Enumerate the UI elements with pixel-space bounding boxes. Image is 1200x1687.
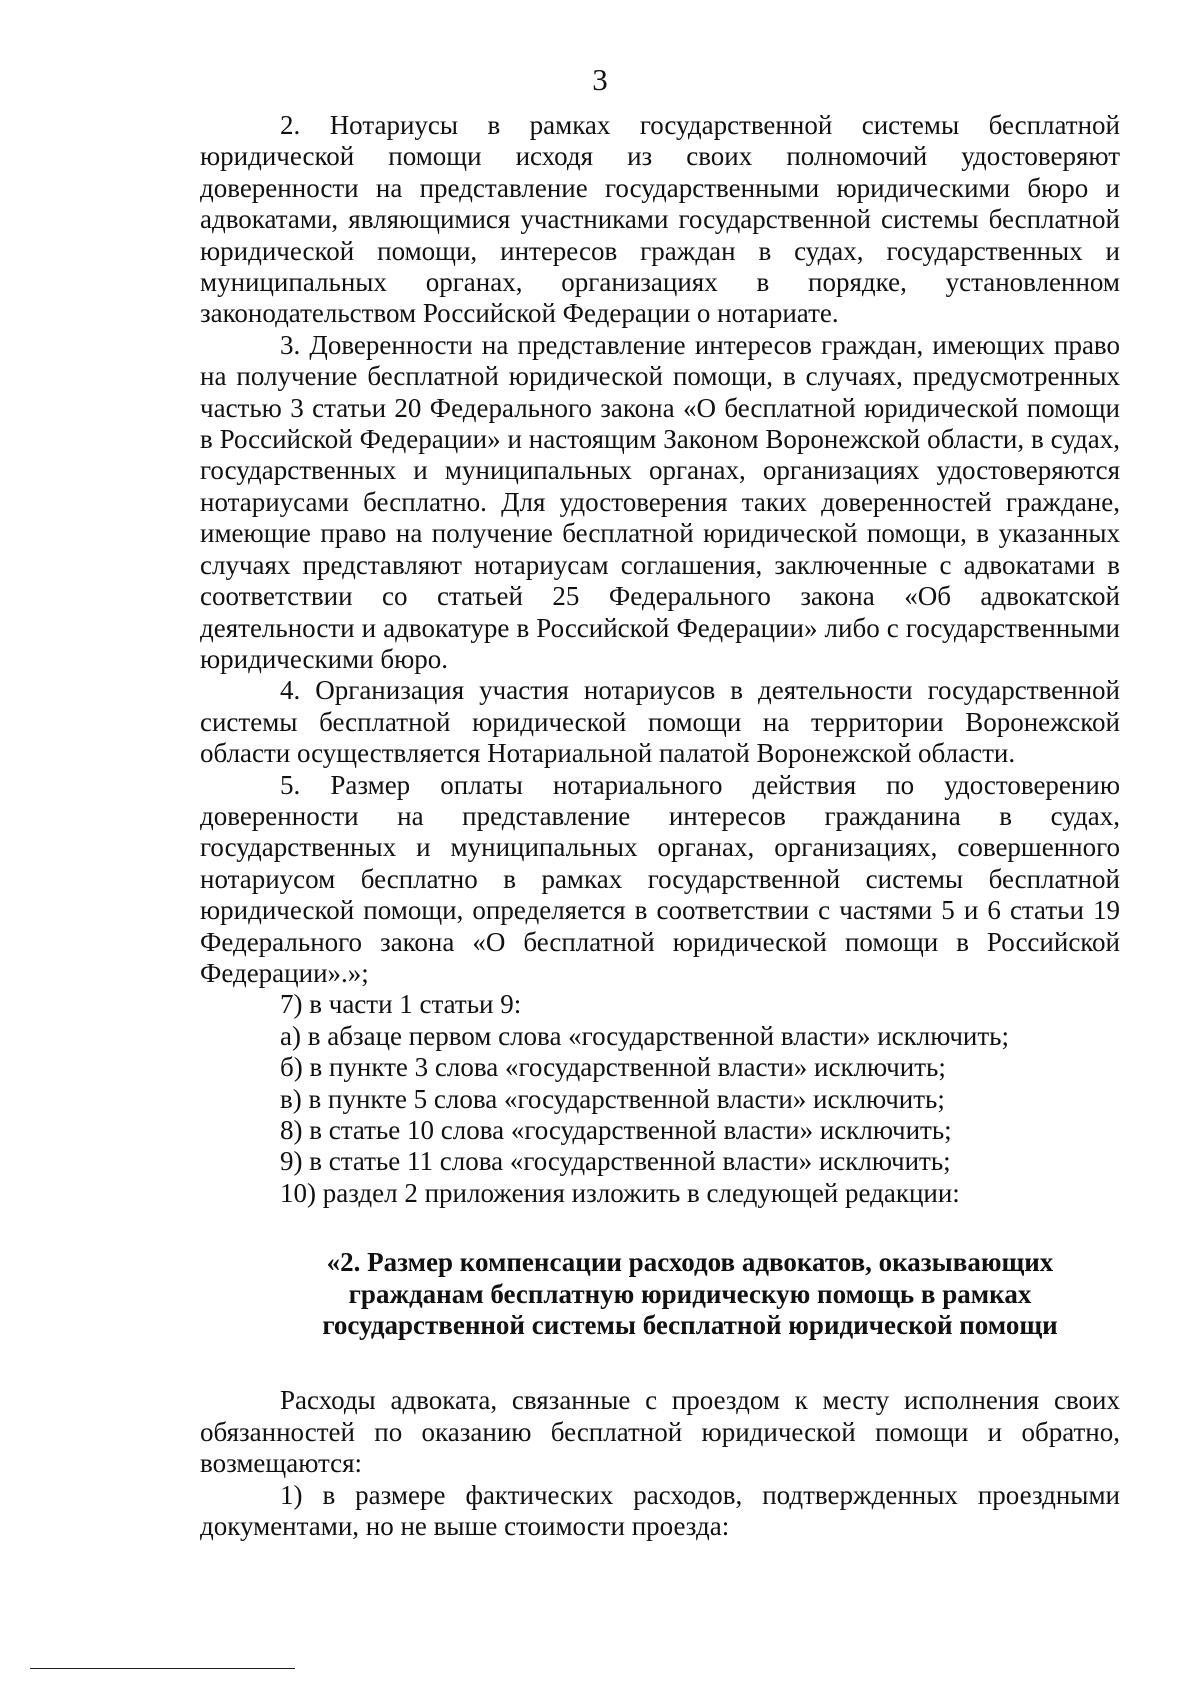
section-heading-line: гражданам бесплатную юридическую помощь в рамках [348, 1278, 1032, 1309]
amendment-item: 10) раздел 2 приложения изложить в следующей редакции: [280, 1177, 960, 1208]
paragraph-notary-fee: 5. Размер оплаты нотариального действия по удостоверению доверенности на представление интересов гражданина в судах, государственных и муниципальных органах, организациях, совершенного нотариусом бесплатно в рамках государственной системы бесплатной юридической помощи, определяется в соответствии с частями 5 и 6 статьи 19 Федерального закона «О бесплатной юридической помощи в Российской Федерации».»; [200, 769, 1120, 988]
amendment-item: б) в пункте 3 слова «государственной власти» исключить; [280, 1052, 946, 1083]
amendment-item: 8) в статье 10 слова «государственной власти» исключить; [280, 1115, 952, 1145]
paragraph-travel-expenses: Расходы адвоката, связанные с проездом к месту исполнения своих обязанностей по оказанию бесплатной юридической помощи и обратно, возмещаются: [200, 1385, 1120, 1479]
amendment-item: в) в пункте 5 слова «государственной власти» исключить; [280, 1083, 945, 1114]
paragraph-powers-of-attorney: 3. Доверенности на представление интересов граждан, имеющих право на получение бесплатной юридической помощи, в случаях, предусмотренных частью 3 статьи 20 Федерального закона «О бесплатной юридической помощи в Российской Федерации» и настоящим Законом Воронежской области, в судах, государственных и муниципальных органах, организациях удостоверяются нотариусами бесплатно. Для удостоверения таких доверенностей граждане, имеющие право на получение бесплатной юридической помощи, в указанных случаях представляют нотариусам соглашения, заключенные с адвокатами в соответствии со статьей 25 Федерального закона «Об адвокатской деятельности и адвокатуре в Российской Федерации» либо с государственными юридическими бюро. [200, 329, 1120, 674]
section-heading-line: государственной системы бесплатной юридической помощи [322, 1310, 1058, 1341]
footnote-separator [30, 1668, 295, 1669]
amendment-item: а) в абзаце первом слова «государственной власти» исключить; [280, 1020, 1009, 1051]
amendment-item: 9) в статье 11 слова «государственной власти» исключить; [280, 1146, 951, 1177]
section-heading-line: «2. Размер компенсации расходов адвокатов, оказывающих [326, 1247, 1054, 1278]
section-heading [200, 1247, 1120, 1341]
paragraph-actual-expenses: 1) в размере фактических расходов, подтвержденных проездными документами, но не выше стоимости проезда: [200, 1479, 1120, 1542]
document-body [200, 110, 1120, 1542]
page-number: 3 [592, 62, 608, 97]
paragraph-notary-participation: 4. Организация участия нотариусов в деятельности государственной системы бесплатной юридической помощи на территории Воронежской области осуществляется Нотариальной палатой Воронежской области. [200, 675, 1120, 769]
paragraph-notaries: 2. Нотариусы в рамках государственной системы бесплатной юридической помощи исходя из своих полномочий удостоверяют доверенности на представление государственными юридическими бюро и адвокатами, являющимися участниками государственной системы бесплатной юридической помощи, интересов граждан в судах, государственных и муниципальных органах, организациях в порядке, установленном законодательством Российской Федерации о нотариате. [200, 110, 1120, 329]
amendment-item: 7) в части 1 статьи 9: [280, 989, 522, 1020]
